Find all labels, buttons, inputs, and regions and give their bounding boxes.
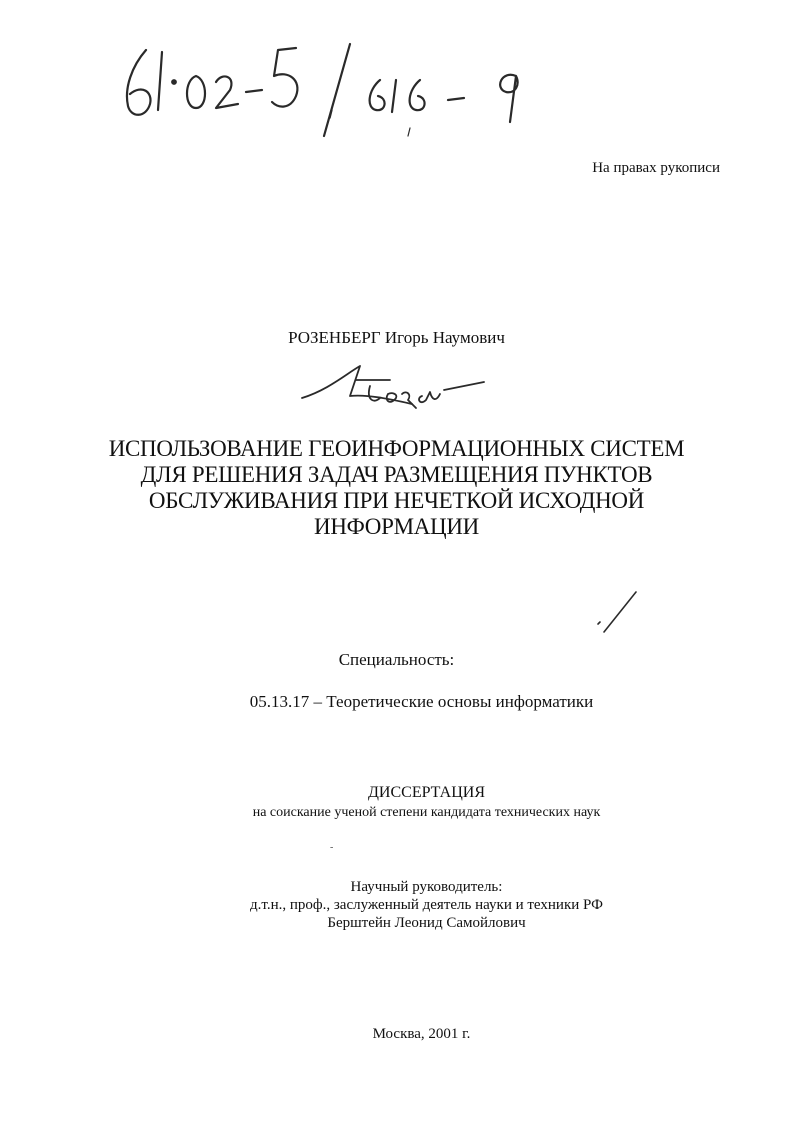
supervisor-name: Берштейн Леонид Самойлович [327, 915, 526, 931]
supervisor-credentials: д.т.н., проф., заслуженный деятель науки и техники РФ [250, 897, 603, 913]
supervisor-block [0, 878, 793, 932]
title-line: ИСПОЛЬЗОВАНИЕ ГЕОИНФОРМАЦИОННЫХ СИСТЕМ [108, 436, 685, 461]
stray-mark: - [330, 842, 334, 853]
rights-note: На правах рукописи [592, 160, 720, 176]
degree-statement: на соискание ученой степени кандидата технических наук [252, 805, 601, 820]
document-type: ДИССЕРТАЦИЯ [368, 784, 485, 801]
author-name: РОЗЕНБЕРГ Игорь Наумович [288, 328, 505, 347]
title-line: ДЛЯ РЕШЕНИЯ ЗАДАЧ РАЗМЕЩЕНИЯ ПУНКТОВ [140, 462, 653, 487]
specialty-label: Специальность: [338, 650, 455, 669]
handwritten-archive-code [118, 36, 548, 146]
title-line: ОБСЛУЖИВАНИЯ ПРИ НЕЧЕТКОЙ ИСХОДНОЙ [148, 488, 645, 513]
author-signature [298, 360, 488, 415]
place-and-year: Москва, 2001 г. [372, 1026, 471, 1042]
specialty-value: 05.13.17 – Теоретические основы информатики [249, 692, 594, 711]
dissertation-title [60, 436, 733, 540]
pen-stroke-mark [590, 588, 640, 638]
supervisor-label: Научный руководитель: [350, 879, 503, 895]
title-line: ИНФОРМАЦИИ [314, 514, 479, 539]
